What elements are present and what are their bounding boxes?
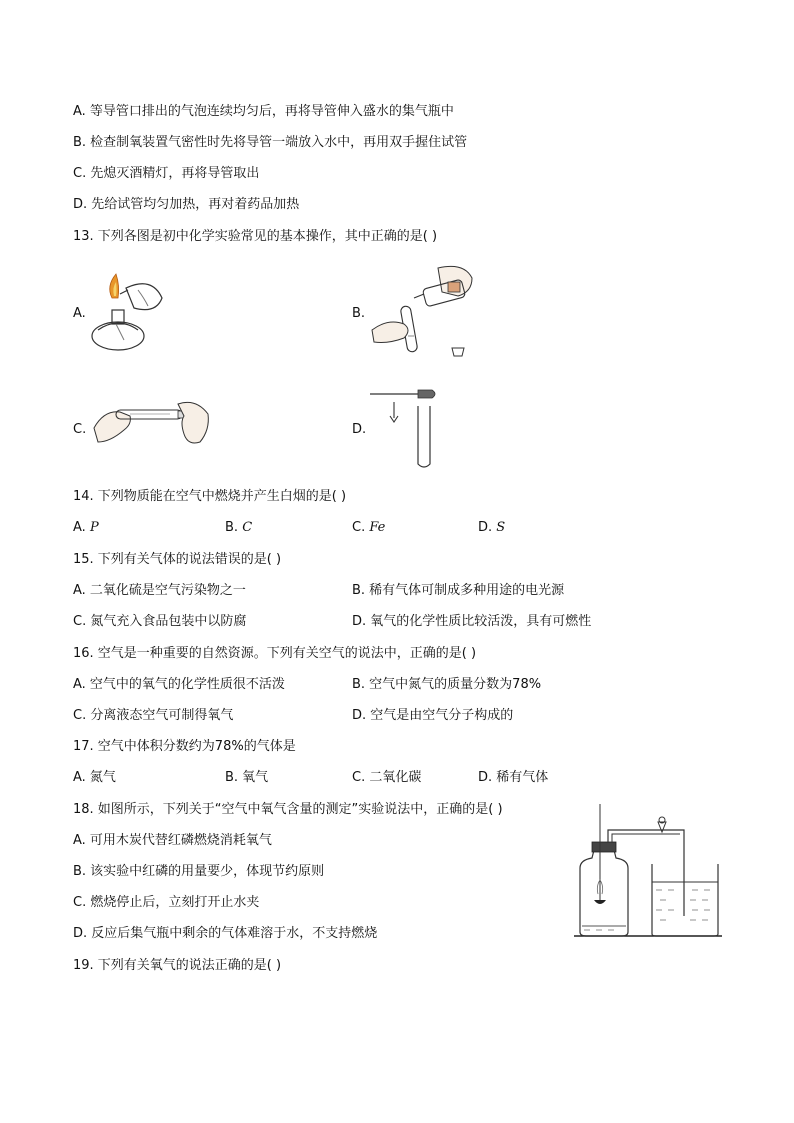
q14-option-d-value: S bbox=[496, 520, 506, 535]
q16-option-a: A. 空气中的氧气的化学性质很不活泼 bbox=[73, 677, 285, 692]
q15-option-b: B. 稀有气体可制成多种用途的电光源 bbox=[352, 583, 565, 598]
heating-test-tube-hands-figure bbox=[90, 394, 214, 450]
q16-stem: 16. 空气是一种重要的自然资源。下列有关空气的说法中，正确的是( ) bbox=[73, 646, 477, 661]
q12-option-a: A. 等导管口排出的气泡连续均匀后，再将导管伸入盛水的集气瓶中 bbox=[73, 104, 454, 119]
q12-option-c: C. 先熄灭酒精灯，再将导管取出 bbox=[73, 166, 260, 181]
q13-label-c: C. bbox=[73, 422, 87, 437]
q14-option-d-label: D. bbox=[478, 520, 493, 535]
q15-stem: 15. 下列有关气体的说法错误的是( ) bbox=[73, 552, 282, 567]
q18-option-d: D. 反应后集气瓶中剩余的气体难溶于水，不支持燃烧 bbox=[73, 926, 378, 941]
q18-option-b: B. 该实验中红磷的用量要少，体现节约原则 bbox=[73, 864, 325, 879]
q13-label-a: A. bbox=[73, 306, 86, 321]
q14-option-b-label: B. bbox=[225, 520, 239, 535]
alcohol-lamp-lighting-figure bbox=[86, 268, 170, 356]
q17-option-d: D. 稀有气体 bbox=[478, 770, 549, 785]
q18-option-a: A. 可用木炭代替红磷燃烧消耗氧气 bbox=[73, 833, 272, 848]
q17-stem: 17. 空气中体积分数约为78%的气体是 bbox=[73, 739, 296, 754]
q14-option-b-value: C bbox=[242, 520, 253, 535]
q17-option-a: A. 氮气 bbox=[73, 770, 116, 785]
q19-stem: 19. 下列有关氧气的说法正确的是( ) bbox=[73, 958, 282, 973]
dropper-into-test-tube-figure bbox=[368, 388, 446, 472]
q12-option-b: B. 检查制氧装置气密性时先将导管一端放入水中，再用双手握住试管 bbox=[73, 135, 468, 150]
q13-label-d: D. bbox=[352, 422, 367, 437]
oxygen-content-apparatus-figure bbox=[572, 798, 724, 940]
q13-label-b: B. bbox=[352, 306, 366, 321]
q14-option-a-value: P bbox=[89, 520, 99, 535]
q13-stem: 13. 下列各图是初中化学实验常见的基本操作，其中正确的是( ) bbox=[73, 229, 438, 244]
q14-option-a-label: A. bbox=[73, 520, 86, 535]
q17-option-c: C. 二氧化碳 bbox=[352, 770, 422, 785]
q15-option-c: C. 氮气充入食品包装中以防腐 bbox=[73, 614, 247, 629]
q15-option-d: D. 氧气的化学性质比较活泼，具有可燃性 bbox=[352, 614, 592, 629]
q14-option-c bbox=[352, 519, 385, 537]
q16-option-c: C. 分离液态空气可制得氧气 bbox=[73, 708, 234, 723]
q14-option-d bbox=[478, 519, 505, 537]
q16-option-b: B. 空气中氮气的质量分数为78% bbox=[352, 677, 542, 692]
q14-stem: 14. 下列物质能在空气中燃烧并产生白烟的是( ) bbox=[73, 489, 347, 504]
q18-stem: 18. 如图所示，下列关于“空气中氧气含量的测定”实验说法中，正确的是( ) bbox=[73, 802, 503, 817]
q14-option-c-label: C. bbox=[352, 520, 366, 535]
q15-option-a: A. 二氧化硫是空气污染物之一 bbox=[73, 583, 246, 598]
pouring-liquid-figure bbox=[368, 262, 480, 362]
q14-option-a bbox=[73, 519, 99, 537]
q18-option-c: C. 燃烧停止后，立刻打开止水夹 bbox=[73, 895, 260, 910]
q14-option-c-value: Fe bbox=[369, 520, 386, 535]
q16-option-d: D. 空气是由空气分子构成的 bbox=[352, 708, 514, 723]
q14-option-b bbox=[225, 519, 252, 537]
q17-option-b: B. 氧气 bbox=[225, 770, 269, 785]
q12-option-d: D. 先给试管均匀加热，再对着药品加热 bbox=[73, 197, 300, 212]
